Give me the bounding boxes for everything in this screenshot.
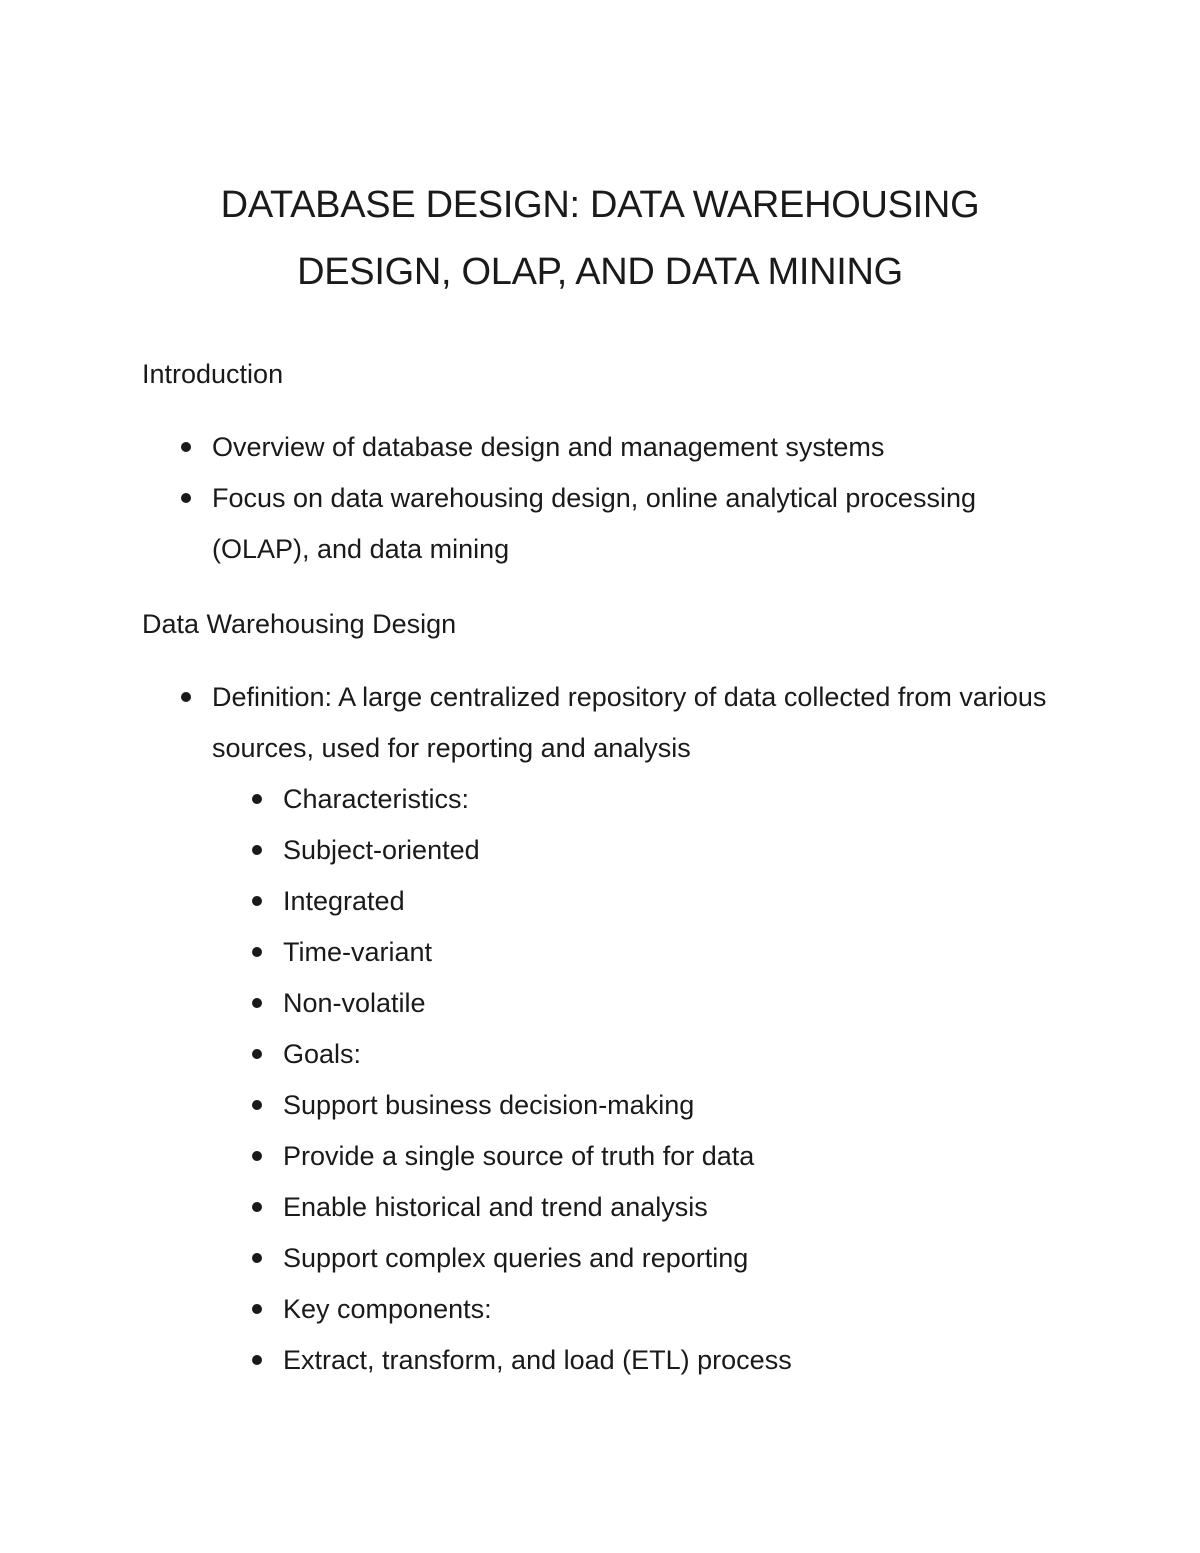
sub-list-item — [283, 927, 1083, 978]
sub-list-item-text: Goals: — [283, 1039, 362, 1069]
data-warehousing-sublist — [283, 774, 1083, 1386]
document-title — [0, 172, 1200, 306]
bullet-icon — [252, 1151, 262, 1161]
sub-list-item-text: Support business decision-making — [283, 1090, 695, 1120]
sub-list-item-text: Extract, transform, and load (ETL) process — [283, 1345, 792, 1375]
sub-list-item — [283, 825, 1083, 876]
sub-list-item — [283, 1029, 1083, 1080]
bullet-icon — [181, 493, 191, 503]
sub-list-item-text: Time-variant — [283, 937, 433, 967]
sub-list-item-text: Subject-oriented — [283, 835, 480, 865]
data-warehousing-list — [212, 672, 1062, 774]
sub-list-item — [283, 1284, 1083, 1335]
sub-list-item-text: Non-volatile — [283, 988, 426, 1018]
section-heading-introduction: Introduction — [142, 359, 284, 389]
sub-list-item — [283, 774, 1083, 825]
bullet-icon — [252, 1049, 262, 1059]
sub-list-item-text: Support complex queries and reporting — [283, 1243, 749, 1273]
introduction-list — [212, 422, 1062, 575]
title-line-2: DESIGN, OLAP, AND DATA MINING — [297, 251, 903, 293]
sub-list-item-text: Characteristics: — [283, 784, 470, 814]
section-heading-data-warehousing-design: Data Warehousing Design — [142, 609, 457, 639]
bullet-icon — [252, 794, 262, 804]
sub-list-item-text: Integrated — [283, 886, 405, 916]
bullet-icon — [252, 896, 262, 906]
bullet-icon — [252, 1100, 262, 1110]
list-item-text: Overview of database design and management systems — [212, 432, 885, 462]
list-item-text: Focus on data warehousing design, online analytical processing (OLAP), and data mining — [212, 483, 976, 564]
list-item-text: Definition: A large centralized repository of data collected from various sources, used for reporting and analysis — [212, 682, 1047, 763]
bullet-icon — [252, 1253, 262, 1263]
bullet-icon — [252, 1202, 262, 1212]
list-item — [212, 672, 1062, 774]
sub-list-item — [283, 1182, 1083, 1233]
bullet-icon — [252, 998, 262, 1008]
sub-list-item — [283, 978, 1083, 1029]
sub-list-item — [283, 1080, 1083, 1131]
bullet-icon — [252, 947, 262, 957]
sub-list-item-text: Key components: — [283, 1294, 492, 1324]
sub-list-item — [283, 1335, 1083, 1386]
list-item — [212, 473, 1062, 575]
sub-list-item-text: Provide a single source of truth for data — [283, 1141, 755, 1171]
bullet-icon — [252, 845, 262, 855]
bullet-icon — [181, 442, 191, 452]
sub-list-item — [283, 1233, 1083, 1284]
sub-list-item-text: Enable historical and trend analysis — [283, 1192, 708, 1222]
list-item — [212, 422, 1062, 473]
sub-list-item — [283, 1131, 1083, 1182]
title-line-1: DATABASE DESIGN: DATA WAREHOUSING — [220, 184, 980, 226]
bullet-icon — [181, 692, 191, 702]
bullet-icon — [252, 1304, 262, 1314]
bullet-icon — [252, 1355, 262, 1365]
sub-list-item — [283, 876, 1083, 927]
